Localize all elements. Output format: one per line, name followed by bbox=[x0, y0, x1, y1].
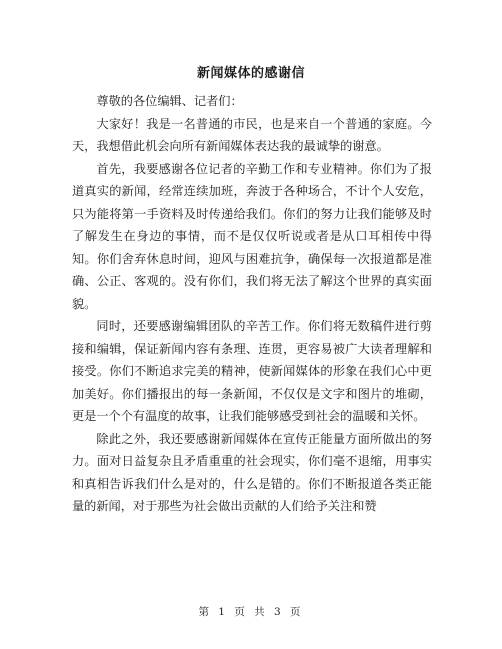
page-number-footer: 第 1 页 共 3 页 bbox=[198, 606, 304, 618]
document-body bbox=[72, 90, 432, 518]
paragraph-2: 首先，我要感谢各位记者的辛勤工作和专业精神。你们为了报道真实的新闻，经常连续加班，奔波于各种场合，不计个人安危，只为能将第一手资料及时传递给我们。你们的努力让我们能够及时了解发生在身边的事情，而不是仅仅听说或者是从口耳相传中得知。你们舍弃休息时间，迎风与困难抗争，确保每一次报道都是准确、公正、客观的。没有你们，我们将无法了解这个世界的真实面貌。 bbox=[72, 161, 432, 311]
greeting: 尊敬的各位编辑、记者们： bbox=[96, 94, 243, 108]
paragraph-4: 除此之外，我还要感谢新闻媒体在宣传正能量方面所做出的努力。面对日益复杂且矛盾重重的社会现实，你们毫不退缩，用事实和真相告诉我们什么是对的，什么是错的。你们不断报道各类正能量的新闻，对于那些为社会做出贡献的人们给予关注和赞 bbox=[72, 431, 432, 513]
paragraph-1: 大家好！我是一名普通的市民，也是来自一个普通的家庭。今天，我想借此机会向所有新闻媒体表达我的最诚挚的谢意。 bbox=[72, 116, 432, 153]
document-title: 新闻媒体的感谢信 bbox=[196, 66, 305, 81]
paragraph-3: 同时，还要感谢编辑团队的辛苦工作。你们将无数稿件进行剪接和编辑，保证新闻内容有条理、连贯，更容易被广大读者理解和接受。你们不断追求完美的精神，使新闻媒体的形象在我们心中更加美好。你们播报出的每一条新闻，不仅仅是文字和图片的堆砌，更是一个个有温度的故事，让我们能够感受到社会的温暖和关怀。 bbox=[72, 319, 432, 423]
